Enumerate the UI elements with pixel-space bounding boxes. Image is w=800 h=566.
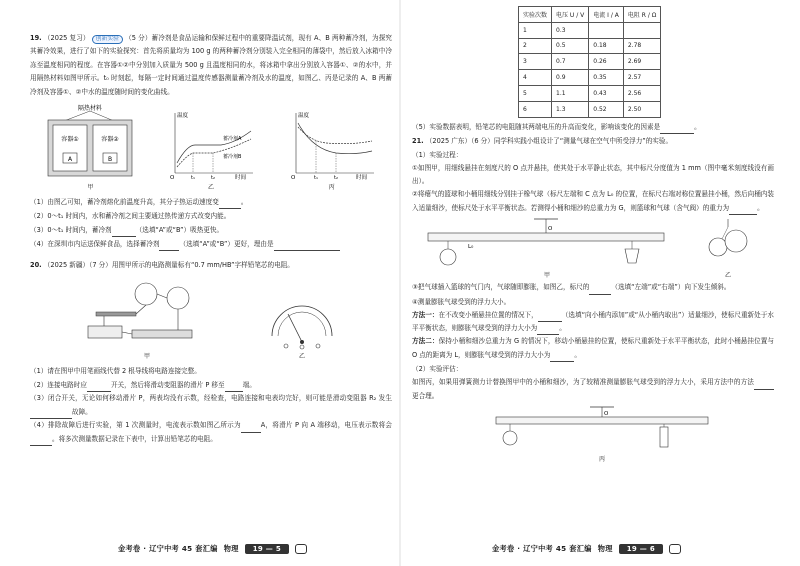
q19-sub1: （1）由图乙可知，蓄冷剂熔化前温度升高，其分子热运动速度变 。 [30, 195, 392, 209]
q21-method1-tail: （选填“向小桶内添加”或“从小桶内取出”）适量细沙，使标尺重新处于水平平衡状态，则膨胀气球受到的浮力大小为 [412, 310, 775, 333]
q21-fig-yi-caption: 乙 [724, 272, 731, 280]
battery [88, 326, 122, 338]
yi-origin: O [169, 175, 175, 182]
bucket [625, 249, 639, 263]
q20-sub4 [30, 419, 392, 446]
table-cell: 2.57 [623, 70, 661, 86]
right-page [400, 0, 800, 566]
right-footer [492, 544, 681, 554]
publisher-logo-icon [669, 544, 681, 554]
q21-fig-jia [422, 217, 672, 279]
q19-stem [30, 32, 392, 99]
q20-number: 20. [30, 261, 42, 270]
answer-blank[interactable] [729, 207, 757, 215]
q19-source: （2025 复习） [43, 34, 90, 42]
answer-blank[interactable] [219, 201, 241, 209]
data-table [518, 6, 661, 118]
inflated-balloon-diagram [692, 217, 764, 269]
q20-sub2-tail: 端。 [242, 381, 256, 390]
q20-sub2-text: （2）连接电路时应 [30, 381, 87, 390]
q20-sub3-tail: 故障。 [72, 407, 92, 416]
table-row [519, 22, 661, 38]
q20-text: （2025 新疆）（7 分）用图甲所示的电路测量标有“0.7 mm/HB”字样铅笔芯的电阻。 [43, 261, 294, 270]
q21-step3-tail: （选填“左端”或“右端”）向下发生倾斜。 [611, 283, 731, 292]
pivot-o-label: O [548, 226, 553, 233]
answer-blank[interactable] [30, 411, 72, 419]
yi-legend-b: 蓄冷剂B [222, 154, 242, 161]
table-cell: 2.50 [623, 101, 661, 117]
answer-blank[interactable] [241, 425, 261, 433]
q20-sub4-text: （4）排除故障后进行实验，第 1 次测量时，电流表示数如图乙所示为 [30, 421, 241, 430]
q19-number: 19. [30, 34, 42, 42]
table-cell: 0.7 [552, 54, 589, 70]
bing-origin: O [290, 175, 295, 182]
answer-blank[interactable] [754, 382, 774, 390]
balloon [725, 230, 747, 252]
q21-step3-text: ③把气球插入篮球的气门内，气球随即膨胀，如图乙，标尺的 [412, 283, 590, 292]
q20-sub3-text: （3）闭合开关，无论如何移动滑片 P，两表均没有示数，经检查，电路连接和电表均完好，则可能是滑动变阻器 R₂ 发生 [30, 394, 392, 403]
yi-axis-time: 时间 [234, 175, 246, 182]
spring-scale-diagram [492, 405, 712, 453]
spring-scale [660, 427, 668, 447]
table-cell: 2.56 [623, 85, 661, 101]
table-row [519, 85, 661, 101]
method2-label: 方法二： [412, 337, 439, 346]
answer-blank[interactable] [87, 384, 111, 392]
q21-number: 21. [412, 136, 424, 145]
method1-label: 方法一： [412, 310, 439, 319]
answer-blank[interactable] [30, 438, 52, 446]
q21-text: （2025 广东）（6 分）同学科实践小组设计了“测量气球在空气中所受浮力”的实验。 [425, 136, 673, 145]
q21-method1-text: 在不改变小桶悬挂位置的情况下， [438, 310, 538, 319]
q20-fig-yi [264, 290, 340, 360]
q21-fig-jia-caption: 甲 [543, 272, 550, 280]
q21-stem [412, 134, 774, 148]
table-header: 实验次数 [519, 7, 552, 23]
q19-figures [30, 103, 392, 191]
q19-fig-yi [165, 109, 257, 191]
q19-sub4 [30, 237, 392, 251]
footer-subject: 物理 [597, 544, 613, 553]
q20-sub3 [30, 392, 392, 419]
footer-brand: 金考卷 · 辽宁中考 45 套汇编 [118, 544, 218, 553]
q21-step1: ①如图甲，用细线悬挂在刻度尺的 O 点并悬挂，使其处于水平静止状态，其中标尺分度值为 1 mm（图中毫米刻度线没有画出）。 [412, 163, 774, 185]
answer-blank[interactable] [538, 314, 562, 322]
fig-bing-caption: 丙 [328, 184, 335, 192]
footer-page-number: 19 — 5 [245, 544, 289, 554]
table-cell [589, 22, 624, 38]
footer-subject: 物理 [223, 544, 239, 553]
q21-step3 [412, 281, 774, 294]
answer-blank[interactable] [660, 126, 694, 134]
q21-method2: 方法二：保持小桶和细沙总重力为 G 的情况下，移动小桶悬挂的位置，使标尺重新处于水平平衡状态，此时小桶悬挂位置与 O 点的距离为 L，则膨胀气球受到的浮力大小为 。 [412, 335, 774, 362]
l0-label: L₀ [468, 244, 474, 251]
yi-axis-temp: 温度 [176, 113, 188, 120]
table-cell: 1 [519, 22, 552, 38]
table-row [519, 54, 661, 70]
voltmeter [135, 283, 157, 305]
table-cell: 0.3 [552, 22, 589, 38]
q20-sub1: （1）请在图甲中用笔画线代替 2 根导线将电路连接完整。 [30, 367, 201, 376]
table-cell: 3 [519, 54, 552, 70]
table-cell: 1.3 [552, 101, 589, 117]
q19-sub3-tail: （选填“A”或“B”）吸热更快。 [135, 226, 224, 235]
table-header: 电压 U / V [552, 7, 589, 23]
answer-blank[interactable] [550, 354, 574, 362]
q21-fig-bing [492, 405, 712, 463]
ruler [496, 417, 708, 424]
answer-blank[interactable] [589, 287, 611, 295]
fig-yi-caption: 乙 [207, 184, 214, 192]
q21-fig-bing-caption: 丙 [598, 456, 605, 464]
table-header-row [519, 7, 661, 23]
table-row [519, 101, 661, 117]
q21-eval-text: 如图丙，如果用弹簧测力计替换图甲中的小桶和细沙，为了较精准测量膨胀气球受到的浮力大小，采用方法中的方法 [412, 378, 754, 387]
answer-blank[interactable] [274, 243, 340, 251]
q19-fig-bing [286, 109, 378, 191]
q19-fig-jia [44, 103, 136, 191]
ammeter [167, 287, 189, 309]
footer-brand: 金考卷 · 辽宁中考 45 套汇编 [492, 544, 592, 553]
q21-step2-text: ②将瘪气的篮球和小桶用细线分别挂于橡气球（标尺左端和 C 点为 L₀ 的位置，在标尺右端对称位置悬挂小桶，然后向桶内装入适量细沙，使标尺处于水平平衡状态。若测得小桶和细沙的总重力为 G，则篮球和气球（含气阀）的重力为 [412, 190, 774, 212]
table-cell: 0.43 [589, 85, 624, 101]
q20-sub2-mid: 开关，然后将滑动变阻器的滑片 P 移至 [110, 381, 225, 390]
q20-sub2 [30, 378, 392, 392]
q20-fig-jia-caption: 甲 [143, 353, 150, 361]
yi-legend-a: 蓄冷剂A [222, 136, 242, 143]
q21-h1: （1）实验过程： [412, 150, 463, 159]
q19-sub4-text: （4）在深圳市内运送保鲜食品，选择蓄冷剂 [30, 240, 160, 249]
table-cell: 0.35 [589, 70, 624, 86]
q21-step2: ②将瘪气的篮球和小桶用细线分别挂于橡气球（标尺左端和 C 点为 L₀ 的位置，在标尺右端对称位置悬挂小桶，然后向桶内装入适量细沙，使标尺处于水平平衡状态。若测得小桶和细沙的总重力为 G，则篮球和气球（含气阀）的重力为 。 [412, 188, 774, 215]
answer-blank[interactable] [537, 327, 559, 335]
bing-t2: t₂ [333, 175, 338, 182]
yi-t1: t₁ [190, 175, 195, 182]
q19-sub3-text: （3）0～t₁ 时间内，蓄冷剂 [30, 226, 112, 235]
ruler [428, 233, 664, 241]
balance-ruler-diagram [422, 217, 672, 269]
table-row [519, 70, 661, 86]
table-cell: 2.69 [623, 54, 661, 70]
coolant-a-label: A [68, 156, 73, 164]
table-cell: 0.52 [589, 101, 624, 117]
bing-t1: t₁ [313, 175, 318, 182]
q20-sub4-tail: 。将多次测量数据记录在下表中，计算出铅笔芯的电阻。 [52, 434, 217, 443]
container-1-label: 容器① [61, 136, 80, 144]
q21-figures [412, 217, 774, 279]
table-cell: 2.78 [623, 38, 661, 54]
q20-stem [30, 259, 392, 272]
table-cell: 6 [519, 101, 552, 117]
insulated-containers-diagram [44, 103, 136, 181]
q19-text: （5 分）蓄冷剂是食品运输和保鲜过程中的重要降温试剂，现有 A、B 两种蓄冷剂，为探究其蓄冷效果，进行了如下的实验探究：首先将质量均为 100 g 的两种蓄冷剂分别装入完全相同的薄袋中，然后放入冰箱中冷冻至温度相同的程度。在容器①②中分别加入质量为 500 g 且温度相同的水，将冰箱中拿出分别放入容器①、②的水中，并用隔热材料如图甲所示。t₀ 时刻起，每隔一定时间通过温度传感器测量蓄冷剂及水的温度，如图乙、丙是记录的 A、B 两蓄冷剂及容器①、②中水的温度随时间的变化曲线。 [30, 34, 392, 96]
circuit-diagram [82, 276, 212, 350]
q19-sub3 [30, 223, 392, 237]
bing-axis-time: 时间 [355, 175, 367, 182]
table-cell: 0.9 [552, 70, 589, 86]
ammeter-dial [264, 290, 340, 350]
table-cell [623, 22, 661, 38]
q21-method2-text: 保持小桶和细沙总重力为 G 的情况下，移动小桶悬挂的位置，使标尺重新处于水平平衡状态，此时小桶悬挂位置与 O 点的距离为 L，则膨胀气球受到的浮力大小为 [412, 337, 774, 359]
basketball [440, 249, 456, 265]
bing-axis-temp: 温度 [297, 113, 309, 120]
table-cell: 0.5 [552, 38, 589, 54]
q21-step4: ④测量膨胀气球受到的浮力大小。 [412, 297, 511, 306]
left-footer [118, 544, 307, 554]
basketball [503, 431, 517, 445]
q21-h2: （2）实验评估： [412, 365, 463, 374]
table-header: 电阻 R / Ω [623, 7, 661, 23]
q20-fig-jia [82, 276, 212, 360]
table-cell: 0.18 [589, 38, 624, 54]
temp-curve-yi [165, 109, 257, 181]
answer-blank[interactable] [225, 384, 243, 392]
q21-method1: 方法一：在不改变小桶悬挂位置的情况下， （选填“向小桶内添加”或“从小桶内取出”）适量细沙，使标尺重新处于水平平衡状态，则膨胀气球受到的浮力大小为 。 [412, 309, 774, 336]
q20-sub5: （5）实验数据表明，铅笔芯的电阻随其两端电压的升高而变化，影响该变化的因素是 。 [412, 120, 774, 134]
innovation-badge: 创新实验 [92, 35, 123, 44]
answer-blank[interactable] [159, 243, 179, 251]
pencil-lead [96, 312, 136, 316]
insulation-label: 隔热材料 [78, 105, 103, 113]
q19-sub1-text: （1）由图乙可知，蓄冷剂熔化前温度升高，其分子热运动速度变 [30, 198, 219, 207]
table-cell: 0.26 [589, 54, 624, 70]
q20-sub5-text: （5）实验数据表明，铅笔芯的电阻随其两端电压的升高而变化，影响该变化的因素是 [412, 122, 661, 131]
q19-sub2: （2）0～t₁ 时间内，水和蓄冷剂之间主要通过热传递方式改变内能。 [30, 212, 231, 221]
q20-fig-yi-caption: 乙 [298, 353, 305, 361]
q21-eval-tail: 更合理。 [412, 391, 439, 400]
q21-eval [412, 376, 774, 403]
q20-sub4-mid: A，将滑片 P 向 A 端移动，电压表示数将会 [260, 421, 392, 430]
rheostat [132, 330, 192, 338]
ammeter-needle [288, 314, 302, 342]
table-cell: 2 [519, 38, 552, 54]
table-row [519, 38, 661, 54]
answer-blank[interactable] [112, 229, 136, 237]
pivot-o-label: O [604, 411, 609, 418]
container-2-label: 容器② [101, 136, 120, 144]
footer-page-number: 19 — 6 [619, 544, 663, 554]
q21-fig-yi [692, 217, 764, 279]
table-cell: 4 [519, 70, 552, 86]
temp-curve-bing [286, 109, 378, 181]
fig-jia-caption: 甲 [87, 184, 94, 192]
coolant-b-label: B [108, 156, 113, 164]
table-cell: 5 [519, 85, 552, 101]
table-header: 电流 I / A [589, 7, 624, 23]
table-cell: 1.1 [552, 85, 589, 101]
q19-sub4-tail: （选填“A”或“B”）更好，理由是 [179, 240, 274, 249]
yi-t2: t₂ [210, 175, 215, 182]
q20-figures [30, 276, 392, 360]
basketball [709, 238, 727, 256]
publisher-logo-icon [295, 544, 307, 554]
